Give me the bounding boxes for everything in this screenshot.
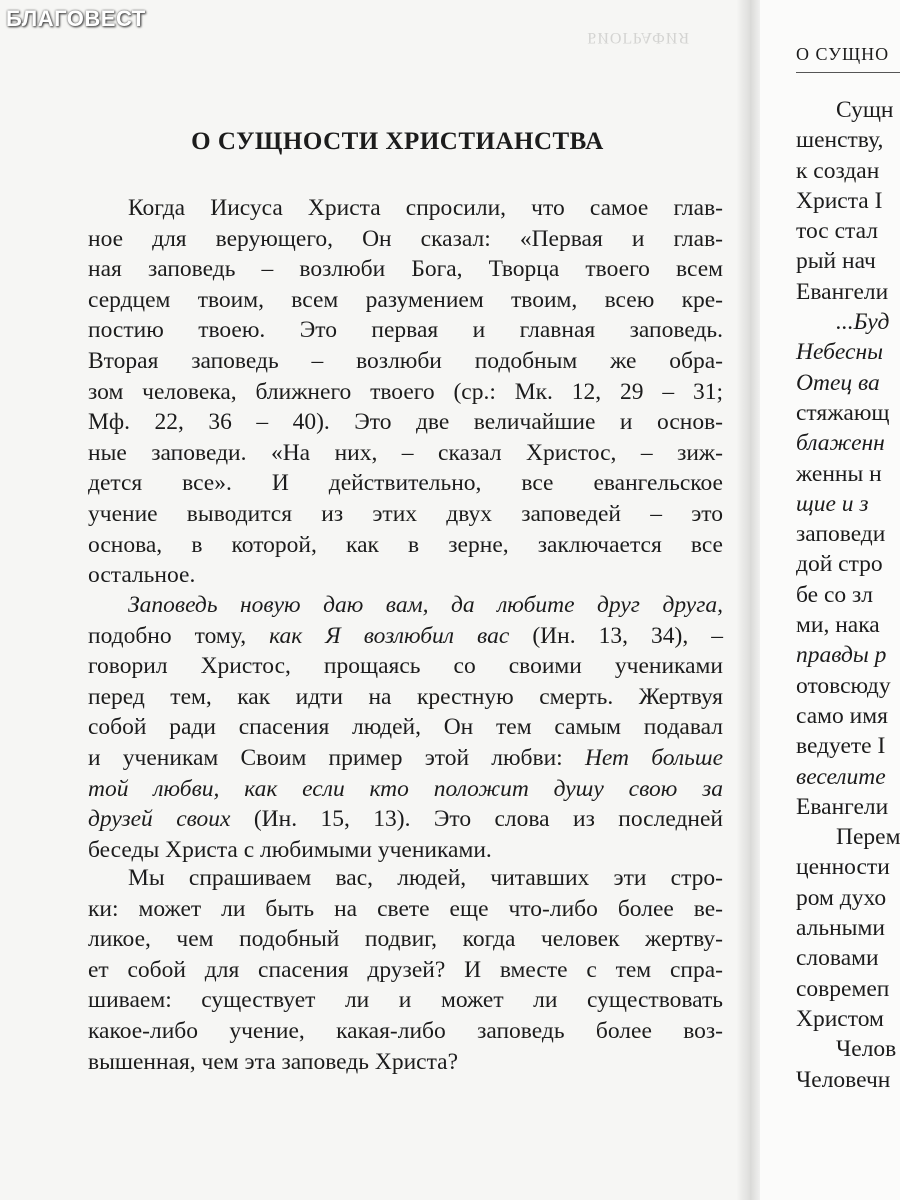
text-line: ликое, чем подобный подвиг, когда человек жертву- bbox=[88, 926, 723, 953]
text-line: учение выводится из этих двух заповедей – это bbox=[88, 500, 723, 527]
text-line: щие и з bbox=[796, 490, 869, 517]
bleed-through-header: БИОГРАФИЯ bbox=[587, 29, 690, 46]
text-line bbox=[88, 743, 723, 774]
text-line: Христа I bbox=[796, 187, 883, 214]
text-line: заповеди bbox=[796, 521, 886, 548]
text-line: ром духо bbox=[796, 884, 887, 911]
text-line: сердцем твоим, всем разумением твоим, всею кре- bbox=[88, 286, 723, 313]
text-run: подобно тому, bbox=[88, 622, 270, 649]
text-line: стяжающ bbox=[796, 399, 890, 426]
text-line bbox=[88, 804, 723, 835]
text-line: правды р bbox=[796, 642, 887, 669]
text-line: постию твоею. Это первая и главная заповедь. bbox=[88, 317, 723, 344]
text-line: ное для верующего, Он сказал: «Первая и глав- bbox=[88, 225, 723, 252]
text-line: веселите bbox=[796, 763, 886, 790]
text-line: Евангели bbox=[796, 793, 889, 820]
running-header: О СУЩНО bbox=[796, 44, 890, 64]
text-line: Небесны bbox=[796, 339, 884, 366]
text-line: говорил Христос, прощаясь со своими учениками bbox=[88, 653, 723, 680]
text-line: вышенная, чем эта заповедь Христа? bbox=[88, 1048, 458, 1075]
quote-run: как Я возлюбил вас bbox=[269, 622, 510, 649]
paragraph-3 bbox=[88, 863, 723, 1077]
text-line: Христом bbox=[796, 1005, 884, 1032]
text-run: и ученикам Своим пример этой любви: bbox=[88, 744, 585, 771]
text-line: Евангели bbox=[796, 278, 889, 305]
text-line: словами bbox=[796, 945, 879, 972]
text-line: ...Буд bbox=[836, 309, 890, 336]
text-line: Мы спрашиваем вас, людей, читавших эти стро- bbox=[128, 865, 723, 891]
watermark-logo: БЛАГОВЕСТ bbox=[6, 6, 146, 31]
text-line: Сущн bbox=[836, 97, 894, 123]
chapter-title: О СУЩНОСТИ ХРИСТИАНСТВА bbox=[191, 128, 604, 155]
text-line: остальное. bbox=[88, 562, 196, 589]
text-line: Мф. 22, 36 – 40). Это две величайшие и основ- bbox=[88, 409, 723, 436]
text-line: зом человека, ближнего твоего (ср.: Мк. 12, 29 – 31; bbox=[88, 378, 723, 405]
text-line: к создан bbox=[796, 157, 880, 184]
text-line: само имя bbox=[796, 702, 888, 729]
text-line: альными bbox=[796, 915, 885, 942]
right-page bbox=[760, 0, 900, 1200]
text-line: беседы Христа с любимыми учениками. bbox=[88, 836, 492, 863]
text-line: той любви, как если кто положит душу свою за bbox=[88, 775, 723, 802]
text-line: дется все». И действительно, все евангельское bbox=[88, 470, 723, 497]
text-line: Отец ва bbox=[796, 369, 880, 396]
text-line: ми, нака bbox=[796, 612, 880, 639]
text-line: дой стро bbox=[796, 551, 883, 578]
quote-run: друзей своих bbox=[88, 806, 231, 833]
text-line: шиваем: существует ли и может ли существовать bbox=[88, 987, 723, 1014]
text-run: (Ин. 15, 13). Это слова из последней bbox=[230, 806, 723, 833]
text-line: ки: может ли быть на свете еще что-либо более ве- bbox=[88, 895, 723, 922]
text-line: рый нач bbox=[796, 248, 876, 275]
text-run: (Ин. 13, 34), – bbox=[509, 622, 723, 649]
text-line: тос стал bbox=[796, 218, 878, 245]
quote-run: Нет больше bbox=[584, 744, 723, 771]
text-line: женны н bbox=[796, 460, 882, 487]
text-line: ные заповеди. «На них, – сказал Христос, – зиж- bbox=[88, 439, 723, 466]
text-line: ная заповедь – возлюби Бога, Творца твоего всем bbox=[88, 256, 723, 283]
paragraph-2 bbox=[88, 590, 723, 865]
text-line: ценности bbox=[796, 854, 890, 881]
book-gutter bbox=[750, 0, 760, 1200]
text-line: какое-либо учение, какая-либо заповедь более воз- bbox=[88, 1017, 723, 1044]
text-line: совремеп bbox=[796, 975, 890, 1002]
text-line: Челов bbox=[836, 1036, 897, 1063]
header-rule bbox=[796, 72, 900, 73]
text-line: Перем bbox=[836, 824, 900, 851]
right-page-text bbox=[796, 95, 900, 1095]
text-line: шенству, bbox=[796, 127, 884, 154]
text-line bbox=[88, 621, 723, 652]
text-line: основа, в которой, как в зерне, заключается все bbox=[88, 531, 723, 558]
text-line: Человечн bbox=[796, 1066, 891, 1093]
text-line: собой ради спасения людей, Он тем самым подавал bbox=[88, 714, 723, 741]
text-line: блаженн bbox=[796, 430, 885, 457]
text-line: ведуете I bbox=[796, 733, 886, 760]
paragraph-1 bbox=[88, 193, 723, 591]
text-line: ет собой для спасения друзей? И вместе с тем спра- bbox=[88, 956, 723, 983]
text-line: перед тем, как идти на крестную смерть. Жертвуя bbox=[88, 683, 723, 710]
text-line: Вторая заповедь – возлюби подобным же обра- bbox=[88, 347, 723, 374]
text-line: отовсюду bbox=[796, 672, 891, 699]
text-line: бе со зл bbox=[796, 581, 874, 608]
text-line: Заповедь новую даю вам, да любите друг друга, bbox=[128, 592, 723, 618]
text-line: Когда Иисуса Христа спросили, что самое глав- bbox=[128, 195, 723, 221]
